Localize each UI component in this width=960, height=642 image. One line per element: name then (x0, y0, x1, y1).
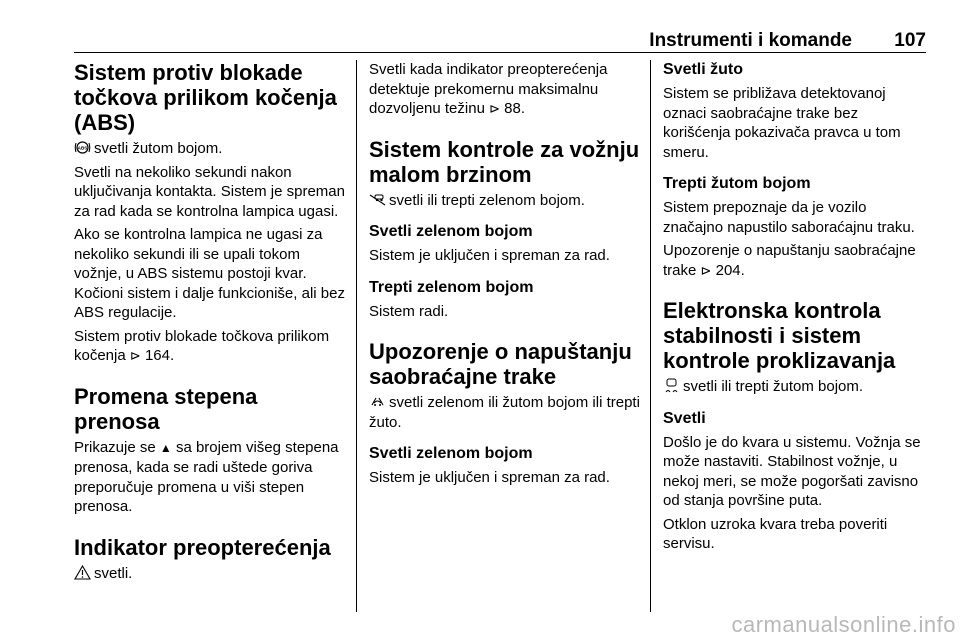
page-link[interactable]: 164. (144, 347, 175, 364)
svetli-paragraph: Otklon uzroka kvara treba poveriti servisu. (663, 515, 888, 552)
page-number: 107 (894, 30, 926, 51)
lane-heading: Upozorenje o napuštanju saobraćajne trake (369, 339, 632, 389)
abs-indicator-text: ABS svetli žutom bojom. (74, 139, 346, 159)
yellow-on-heading: Svetli žuto (663, 61, 744, 78)
abs-crossref: Sistem protiv blokade točkova prilikom kočenja ⊳ 164. (74, 327, 330, 364)
lowspeed-indicator-text: svetli ili trepti zelenom bojom. (369, 191, 641, 211)
page-link[interactable]: 88. (504, 100, 526, 117)
shift-heading: Promena stepena prenosa (74, 383, 258, 434)
lane-indicator-text: svetli zelenom ili žutom bojom ili trepti žuto. (369, 394, 640, 431)
abs-warning-icon (74, 140, 91, 155)
abs-paragraph: Ako se kontrolna lampica ne ugasi za nekoliko sekundi ili se upali tokom vožnje, u ABS sistemu postoji kvar. Kočioni sistem i dalje funkcioniše, ali bez ABS regulacije. (74, 226, 345, 321)
svetli-heading: Svetli (663, 409, 706, 427)
column-divider (356, 60, 357, 612)
overload-triangle-icon (74, 565, 91, 580)
overload-indicator-text: svetli. (74, 564, 346, 584)
page-header (74, 26, 926, 53)
overload-paragraph: Svetli kada indikator preopterećenja detektuje prekomernu maksimalnu dozvoljenu težinu ⊳ 88. (369, 61, 608, 117)
ref-arrow-icon: ⊳ (129, 348, 141, 363)
yellow-blink-crossref: Upozorenje o napuštanju saobraćajne trake ⊳ 204. (663, 242, 916, 279)
chapter-title: Instrumenti i komande (649, 30, 852, 51)
green-on-heading: Svetli zelenom bojom (369, 223, 533, 240)
green-blink-paragraph: Sistem radi. (369, 302, 449, 320)
lane-green-heading: Svetli zelenom bojom (369, 445, 533, 462)
svetli-paragraph: Došlo je do kvara u sistemu. Vožnja se može nastaviti. Stabilnost vožnje, u nekoj meri, se može pogoršati zavisno od stanja površine puta. (663, 433, 921, 509)
ref-arrow-icon: ⊳ (700, 262, 712, 278)
hill-descent-icon (369, 192, 386, 207)
green-blink-heading: Trepti zelenom bojom (369, 278, 534, 296)
abs-paragraph: Svetli na nekoliko sekundi nakon uključivanja kontakta. Sistem je spreman za rad kada se kontrolna lampica ugasi. (74, 163, 345, 220)
ref-arrow-icon: ⊳ (489, 101, 500, 116)
page-link[interactable]: 204. (715, 261, 745, 279)
column-1 (74, 60, 346, 587)
lane-departure-icon (369, 394, 386, 409)
skidding-car-icon (663, 378, 680, 393)
esc-indicator-text: svetli ili trepti žutom bojom. (663, 377, 925, 397)
abs-heading: Sistem protiv blokade točkova prilikom kočenja (ABS) (74, 60, 337, 135)
esc-heading: Elektronska kontrola stabilnosti i sistem kontrole proklizavanja (663, 298, 896, 373)
shift-paragraph: Prikazuje se ▲ sa brojem višeg stepena prenosa, kada se radi uštede goriva preporučuje promena u viši stepen prenosa. (74, 438, 339, 515)
green-on-paragraph: Sistem je uključen i spreman za rad. (369, 247, 610, 264)
yellow-blink-heading: Trepti žutom bojom (663, 175, 811, 192)
yellow-on-paragraph: Sistem se približava detektovanoj oznaci saobraćajne trake bez korišćenja pokazivača pravca u tom smeru. (663, 85, 901, 161)
column-divider (650, 60, 651, 612)
up-triangle-icon: ▲ (159, 440, 172, 455)
yellow-blink-paragraph: Sistem prepoznaje da je vozilo značajno napustilo saborаćajnu traku. (663, 199, 915, 236)
lowspeed-heading: Sistem kontrole za vožnju malom brzinom (369, 136, 640, 187)
overload-heading: Indikator preopterećenja (74, 534, 331, 560)
column-2 (369, 60, 641, 492)
svg-text:ABS: ABS (77, 145, 88, 151)
watermark: carmanualsonline.info (731, 612, 956, 637)
column-3 (663, 60, 925, 558)
lane-green-paragraph: Sistem je uključen i spreman za rad. (369, 469, 610, 486)
